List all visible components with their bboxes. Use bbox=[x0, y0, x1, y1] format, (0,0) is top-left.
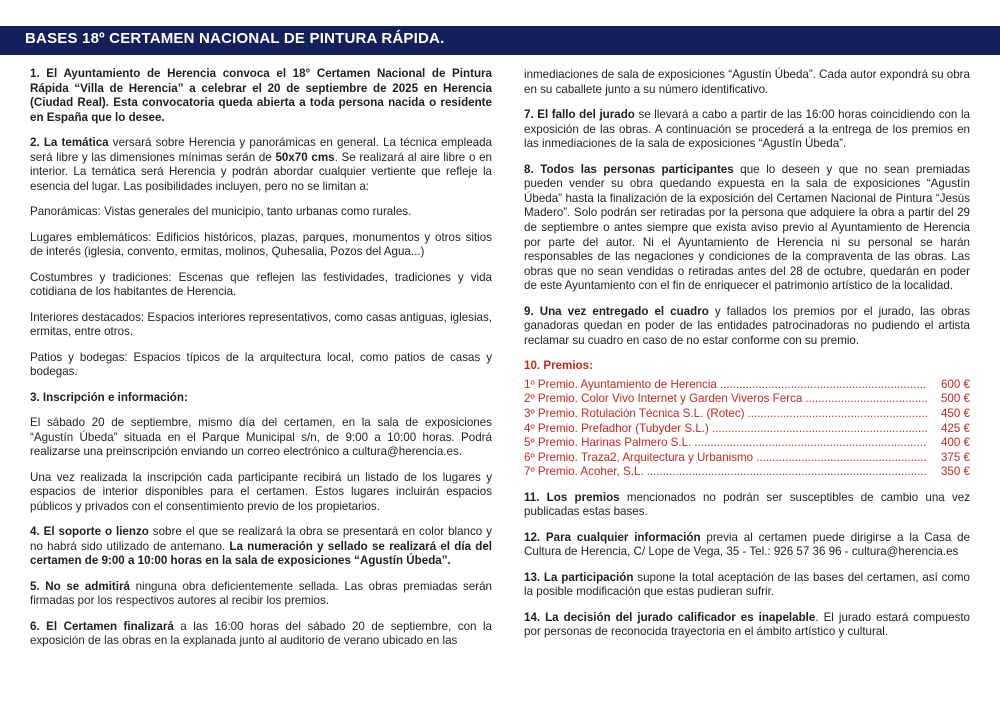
section-6-lead: 6. El Certamen finalizará bbox=[30, 619, 174, 633]
section-4-lead: 4. El soporte o lienzo bbox=[30, 525, 149, 539]
section-12-text: previa al certamen puede dirigirse a la Casa de Cultura de Herencia, C/ Lope de Vega, 35 - Tel.: 926 57 36 96 - cultura@herencia.es bbox=[524, 530, 970, 559]
section-4 bbox=[30, 525, 492, 569]
section-3-paragraph-2: Una vez realizada la inscripción cada participante recibirá un listado de los lugares y espacios de interior disponibles para el certamen. Estos lugares incluirán espacios públicos y privados con el consentimiento previo de los propietarios. bbox=[30, 470, 492, 513]
prize-leader-dots bbox=[748, 407, 927, 422]
section-5 bbox=[30, 580, 492, 609]
section-2-text-2: . Se realizará al aire libre o en interior. La temática será Herencia y podrán abordar cualquier vertiente que refleje la esencia del lugar. Las posibilidades incluyen, pero no se limitan a: bbox=[30, 150, 492, 193]
prize-label: 3º Premio. Rotulación Técnica S.L. (Rotec) bbox=[524, 407, 745, 421]
section-3-title-text: 3. Inscripción e información: bbox=[30, 390, 188, 404]
theme-patios: Patios y bodegas: Espacios típicos de la arquitectura local, como patios de casas y bodegas. bbox=[30, 350, 492, 379]
section-13 bbox=[524, 571, 970, 600]
theme-lugares: Lugares emblemáticos: Edificios históricos, plazas, parques, monumentos y otros sitios de interés (iglesia, convento, ermitas, molinos, Quhesalia, Pozos del Agua...) bbox=[30, 230, 492, 259]
section-14 bbox=[524, 611, 970, 640]
section-14-text: . El jurado estará compuesto por personas de reconocida trayectoria en el ámbito artístico y cultural. bbox=[524, 610, 970, 639]
prize-row bbox=[524, 378, 970, 393]
section-9-text: y fallados los premios por el jurado, las obras ganadoras quedan en poder de las entidades patrocinadoras no pudiendo el artista reclamar su cuadro en caso de no estar conforme con su premio. bbox=[524, 304, 970, 347]
section-8 bbox=[524, 163, 970, 294]
prize-leader-dots bbox=[756, 451, 927, 466]
section-2 bbox=[30, 136, 492, 194]
prizes-title: 10. Premios: bbox=[524, 359, 593, 373]
section-9-lead: 9. Una vez entregado el cuadro bbox=[524, 304, 709, 318]
prize-row bbox=[524, 465, 970, 480]
section-2-size: 50x70 cms bbox=[275, 150, 335, 164]
section-6-continued: inmediaciones de sala de exposiciones “Agustín Úbeda”. Cada autor expondrá su obra en su caballete junto a su número identificativo. bbox=[524, 68, 970, 96]
section-12 bbox=[524, 531, 970, 560]
section-12-lead: 12. Para cualquier información bbox=[524, 530, 701, 544]
section-6 bbox=[30, 620, 492, 649]
section-1-text: 1. El Ayuntamiento de Herencia convoca el 18° Certamen Nacional de Pintura Rápida “Villa de Herencia” a celebrar el 20 de septiembre de 2025 en Herencia (Ciudad Real). Esta convocatoria queda abierta a toda persona nacida o residente en España que lo desee. bbox=[30, 67, 492, 124]
prize-leader-dots bbox=[694, 436, 927, 451]
prize-row bbox=[524, 422, 970, 437]
section-5-text: ninguna obra deficientemente sellada. Las obras premiadas serán firmadas por los respectivos autores al recibir los premios. bbox=[30, 579, 492, 608]
prize-row bbox=[524, 451, 970, 466]
section-13-lead: 13. La participación bbox=[524, 570, 634, 584]
prize-label: 4º Premio. Prefadhor (Tubyder S.L.) bbox=[524, 421, 709, 435]
section-8-text: que lo deseen y que no sean premiadas pueden vender su obra quedando expuesta en la sala de exposiciones “Agustín Úbeda” hasta la finalización de la exposición del Certamen Nacional de Pintura “Jesús Madero”. Solo podrán ser retiradas por la persona que adquiere la obra a partir del 29 de septiembre o antes siempre que exista aviso previo al Ayuntamiento de Herencia por parte del autor. Ni el Ayuntamiento de Herencia ni su personal se harán responsables de las negaciones y condiciones de la compraventa de las obras. Las obras que no sean vendidas o retiradas antes del 28 de octubre, quedarán en poder de este Ayuntamiento con el fin de enriquecer el patrimonio artístico de la localidad. bbox=[524, 162, 970, 293]
section-4-text: sobre el que se realizará la obra se presentará en color blanco y no habrá sido utilizado de antemano. bbox=[30, 525, 492, 553]
section-7-lead: 7. El fallo del jurado bbox=[524, 107, 635, 121]
section-7 bbox=[524, 108, 970, 152]
section-1 bbox=[30, 67, 492, 125]
prize-leader-dots bbox=[647, 465, 927, 480]
prize-amount: 375 € bbox=[940, 450, 970, 464]
prize-label: 7º Premio. Acoher, S.L. bbox=[524, 465, 644, 479]
left-column bbox=[30, 67, 492, 660]
prize-leader-dots bbox=[805, 392, 927, 407]
prize-amount: 400 € bbox=[940, 436, 970, 450]
prize-amount: 500 € bbox=[940, 392, 970, 406]
section-4-bold: La numeración y sellado se realizará el día del certamen de 9:00 a 10:00 horas en la sala de exposiciones “Agustín Úbeda”. bbox=[30, 539, 492, 568]
section-3-title bbox=[30, 391, 492, 406]
section-11-lead: 11. Los premios bbox=[524, 490, 620, 504]
title-banner bbox=[0, 26, 1000, 55]
prize-row bbox=[524, 436, 970, 451]
prizes-list bbox=[524, 378, 970, 480]
prize-amount: 425 € bbox=[940, 421, 970, 435]
prize-row bbox=[524, 392, 970, 407]
prize-leader-dots bbox=[720, 378, 927, 393]
section-7-text: se llevará a cabo a partir de las 16:00 horas coincidiendo con la exposición de las obras. A continuación se procederá a la entrega de los premios en las inmediaciones de la sala de exposiciones “Agustín Úbeda”. bbox=[524, 107, 970, 151]
prize-label: 6º Premio. Traza2, Arquitectura y Urbanismo bbox=[524, 450, 754, 464]
section-8-lead: 8. Todos las personas participantes bbox=[524, 162, 734, 176]
theme-costumbres: Costumbres y tradiciones: Escenas que reflejen las festividades, tradiciones y vida cotidiana de los habitantes de Herencia. bbox=[30, 270, 492, 299]
theme-panoramicas: Panorámicas: Vistas generales del municipio, tanto urbanas como rurales. bbox=[30, 205, 412, 219]
page-title: BASES 18º CERTAMEN NACIONAL DE PINTURA RÁPIDA. bbox=[25, 30, 445, 47]
section-3-paragraph-1: El sábado 20 de septiembre, mismo día del certamen, en la sala de exposiciones “Agustín Úbeda” situada en el Parque Municipal s/n, de 9:00 a 10:00 horas. Podrá realizarse una preinscripción enviando un correo electrónico a cultura@herencia.es. bbox=[30, 416, 492, 459]
section-9 bbox=[524, 305, 970, 349]
prize-amount: 600 € bbox=[940, 377, 970, 391]
right-column bbox=[524, 68, 970, 651]
prize-label: 2º Premio. Color Vivo Internet y Garden Viveros Ferca bbox=[524, 392, 803, 406]
section-11 bbox=[524, 491, 970, 520]
section-6-text: a las 16:00 horas del sábado 20 de septiembre, con la exposición de las obras en la explanada junto al auditorio de verano ubicado en las bbox=[30, 619, 492, 648]
theme-interiores: Interiores destacados: Espacios interiores representativos, como casas antiguas, iglesias, ermitas, entre otros. bbox=[30, 310, 492, 339]
prize-leader-dots bbox=[712, 422, 927, 437]
section-11-text: mencionados no podrán ser susceptibles de cambio una vez publicadas estas bases. bbox=[524, 490, 970, 519]
section-5-lead: 5. No se admitirá bbox=[30, 579, 130, 593]
prize-label: 1º Premio. Ayuntamiento de Herencia bbox=[524, 377, 717, 391]
section-13-text: supone la total aceptación de las bases del certamen, así como la posible modificación que estas pudieran sufrir. bbox=[524, 570, 970, 599]
prize-amount: 350 € bbox=[940, 465, 970, 479]
prize-amount: 450 € bbox=[940, 407, 970, 421]
prize-row bbox=[524, 407, 970, 422]
section-2-lead: 2. La temática bbox=[30, 136, 109, 150]
prize-label: 5º Premio. Harinas Palmero S.L. bbox=[524, 436, 692, 450]
section-14-lead: 14. La decisión del jurado calificador es inapelable bbox=[524, 610, 816, 624]
section-2-text: versará sobre Herencia y panorámicas en general. La técnica empleada será libre y las dimensiones mínimas serán de bbox=[30, 136, 492, 164]
